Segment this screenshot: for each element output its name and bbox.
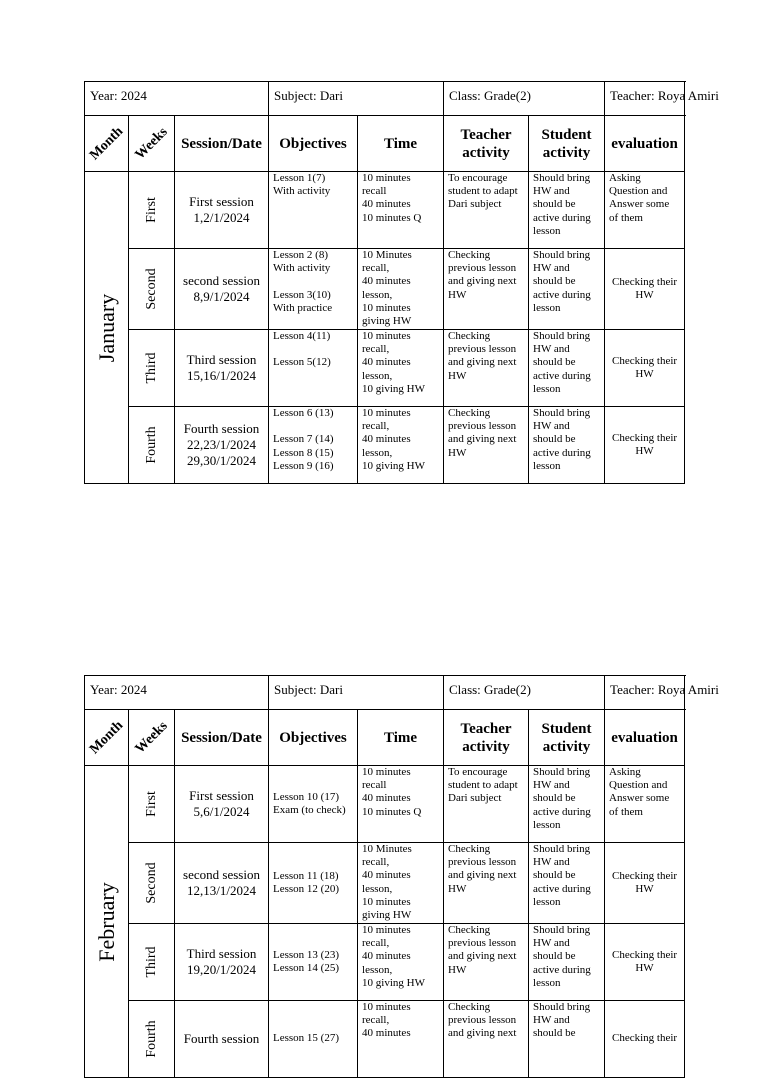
subject-cell: Subject: Dari — [269, 82, 444, 116]
time-cell: 10 minutes recall, 40 minutes lesson, 10 giving HW — [358, 924, 444, 1001]
month-header: Month — [85, 116, 129, 172]
week-cell: Second — [129, 249, 175, 330]
session-cell: First session 1,2/1/2024 — [175, 172, 269, 249]
student-activity-header: Student activity — [529, 116, 605, 172]
week-cell: First — [129, 172, 175, 249]
session-cell: Fourth session — [175, 1001, 269, 1078]
week-cell: Third — [129, 924, 175, 1001]
teacher-activity-cell: Checking previous lesson and giving next HW — [444, 330, 529, 407]
time-cell: 10 minutes recall, 40 minutes lesson, 10 giving HW — [358, 330, 444, 407]
table-row — [85, 766, 685, 843]
time-header: Time — [358, 710, 444, 766]
student-activity-cell: Should bring HW and should be active during lesson — [529, 924, 605, 1001]
week-cell: Third — [129, 330, 175, 407]
evaluation-cell: Checking their — [605, 1001, 685, 1078]
time-cell: 10 minutes recall 40 minutes 10 minutes Q — [358, 766, 444, 843]
session-cell: Third session 19,20/1/2024 — [175, 924, 269, 1001]
teacher-activity-cell: Checking previous lesson and giving next HW — [444, 843, 529, 924]
time-cell: 10 minutes recall, 40 minutes lesson, 10 giving HW — [358, 407, 444, 484]
evaluation-cell: Checking their HW — [605, 249, 685, 330]
table-row — [85, 1001, 685, 1078]
teacher-activity-cell: To encourage student to adapt Dari subject — [444, 766, 529, 843]
student-activity-cell: Should bring HW and should be active during lesson — [529, 407, 605, 484]
session-date-header: Session/Date — [175, 710, 269, 766]
week-cell: Fourth — [129, 407, 175, 484]
student-activity-cell: Should bring HW and should be active during lesson — [529, 172, 605, 249]
student-activity-cell: Should bring HW and should be active during lesson — [529, 330, 605, 407]
month-cell: January — [85, 172, 129, 484]
time-cell: 10 Minutes recall, 40 minutes lesson, 10 minutes giving HW — [358, 249, 444, 330]
class-cell: Class: Grade(2) — [444, 82, 605, 116]
year-cell: Year: 2024 — [85, 676, 269, 710]
objectives-cell: Lesson 13 (23) Lesson 14 (25) — [269, 924, 358, 1001]
week-cell: First — [129, 766, 175, 843]
teacher-cell: Teacher: Roya Amiri — [605, 82, 685, 116]
time-header: Time — [358, 116, 444, 172]
teacher-activity-header: Teacher activity — [444, 710, 529, 766]
evaluation-header: evaluation — [605, 710, 685, 766]
session-cell: second session 12,13/1/2024 — [175, 843, 269, 924]
session-cell: First session 5,6/1/2024 — [175, 766, 269, 843]
table-row — [85, 172, 685, 249]
weeks-header: Weeks — [129, 710, 175, 766]
lesson-plan-table-january — [84, 81, 719, 484]
teacher-activity-header: Teacher activity — [444, 116, 529, 172]
evaluation-cell: Checking their HW — [605, 924, 685, 1001]
student-activity-header: Student activity — [529, 710, 605, 766]
student-activity-cell: Should bring HW and should be active during lesson — [529, 249, 605, 330]
weeks-header: Weeks — [129, 116, 175, 172]
evaluation-cell: Asking Question and Answer some of them — [605, 766, 685, 843]
evaluation-cell: Checking their HW — [605, 330, 685, 407]
teacher-cell: Teacher: Roya Amiri — [605, 676, 685, 710]
session-date-header: Session/Date — [175, 116, 269, 172]
time-cell: 10 minutes recall, 40 minutes — [358, 1001, 444, 1078]
table-row — [85, 924, 685, 1001]
student-activity-cell: Should bring HW and should be active during lesson — [529, 766, 605, 843]
objectives-cell: Lesson 10 (17) Exam (to check) — [269, 766, 358, 843]
objectives-cell: Lesson 15 (27) — [269, 1001, 358, 1078]
evaluation-cell: Asking Question and Answer some of them — [605, 172, 685, 249]
evaluation-cell: Checking their HW — [605, 407, 685, 484]
year-cell: Year: 2024 — [85, 82, 269, 116]
month-cell: February — [85, 766, 129, 1078]
objectives-cell: Lesson 11 (18) Lesson 12 (20) — [269, 843, 358, 924]
time-cell: 10 minutes recall 40 minutes 10 minutes Q — [358, 172, 444, 249]
week-cell: Second — [129, 843, 175, 924]
week-cell: Fourth — [129, 1001, 175, 1078]
table-row — [85, 249, 685, 330]
subject-cell: Subject: Dari — [269, 676, 444, 710]
objectives-header: Objectives — [269, 710, 358, 766]
teacher-activity-cell: Checking previous lesson and giving next HW — [444, 249, 529, 330]
evaluation-cell: Checking their HW — [605, 843, 685, 924]
objectives-cell: Lesson 2 (8) With activity Lesson 3(10) With practice — [269, 249, 358, 330]
teacher-activity-cell: Checking previous lesson and giving next HW — [444, 924, 529, 1001]
student-activity-cell: Should bring HW and should be active during lesson — [529, 843, 605, 924]
table-row — [85, 330, 685, 407]
class-cell: Class: Grade(2) — [444, 676, 605, 710]
session-cell: Fourth session 22,23/1/2024 29,30/1/2024 — [175, 407, 269, 484]
teacher-activity-cell: Checking previous lesson and giving next HW — [444, 407, 529, 484]
teacher-activity-cell: To encourage student to adapt Dari subject — [444, 172, 529, 249]
session-cell: second session 8,9/1/2024 — [175, 249, 269, 330]
objectives-cell: Lesson 4(11) Lesson 5(12) — [269, 330, 358, 407]
objectives-header: Objectives — [269, 116, 358, 172]
time-cell: 10 Minutes recall, 40 minutes lesson, 10 minutes giving HW — [358, 843, 444, 924]
month-header: Month — [85, 710, 129, 766]
objectives-cell: Lesson 1(7) With activity — [269, 172, 358, 249]
student-activity-cell: Should bring HW and should be — [529, 1001, 605, 1078]
table-row — [85, 407, 685, 484]
lesson-plan-table-february — [84, 675, 719, 1078]
table-row — [85, 843, 685, 924]
session-cell: Third session 15,16/1/2024 — [175, 330, 269, 407]
teacher-activity-cell: Checking previous lesson and giving next — [444, 1001, 529, 1078]
objectives-cell: Lesson 6 (13) Lesson 7 (14) Lesson 8 (15) Lesson 9 (16) — [269, 407, 358, 484]
evaluation-header: evaluation — [605, 116, 685, 172]
